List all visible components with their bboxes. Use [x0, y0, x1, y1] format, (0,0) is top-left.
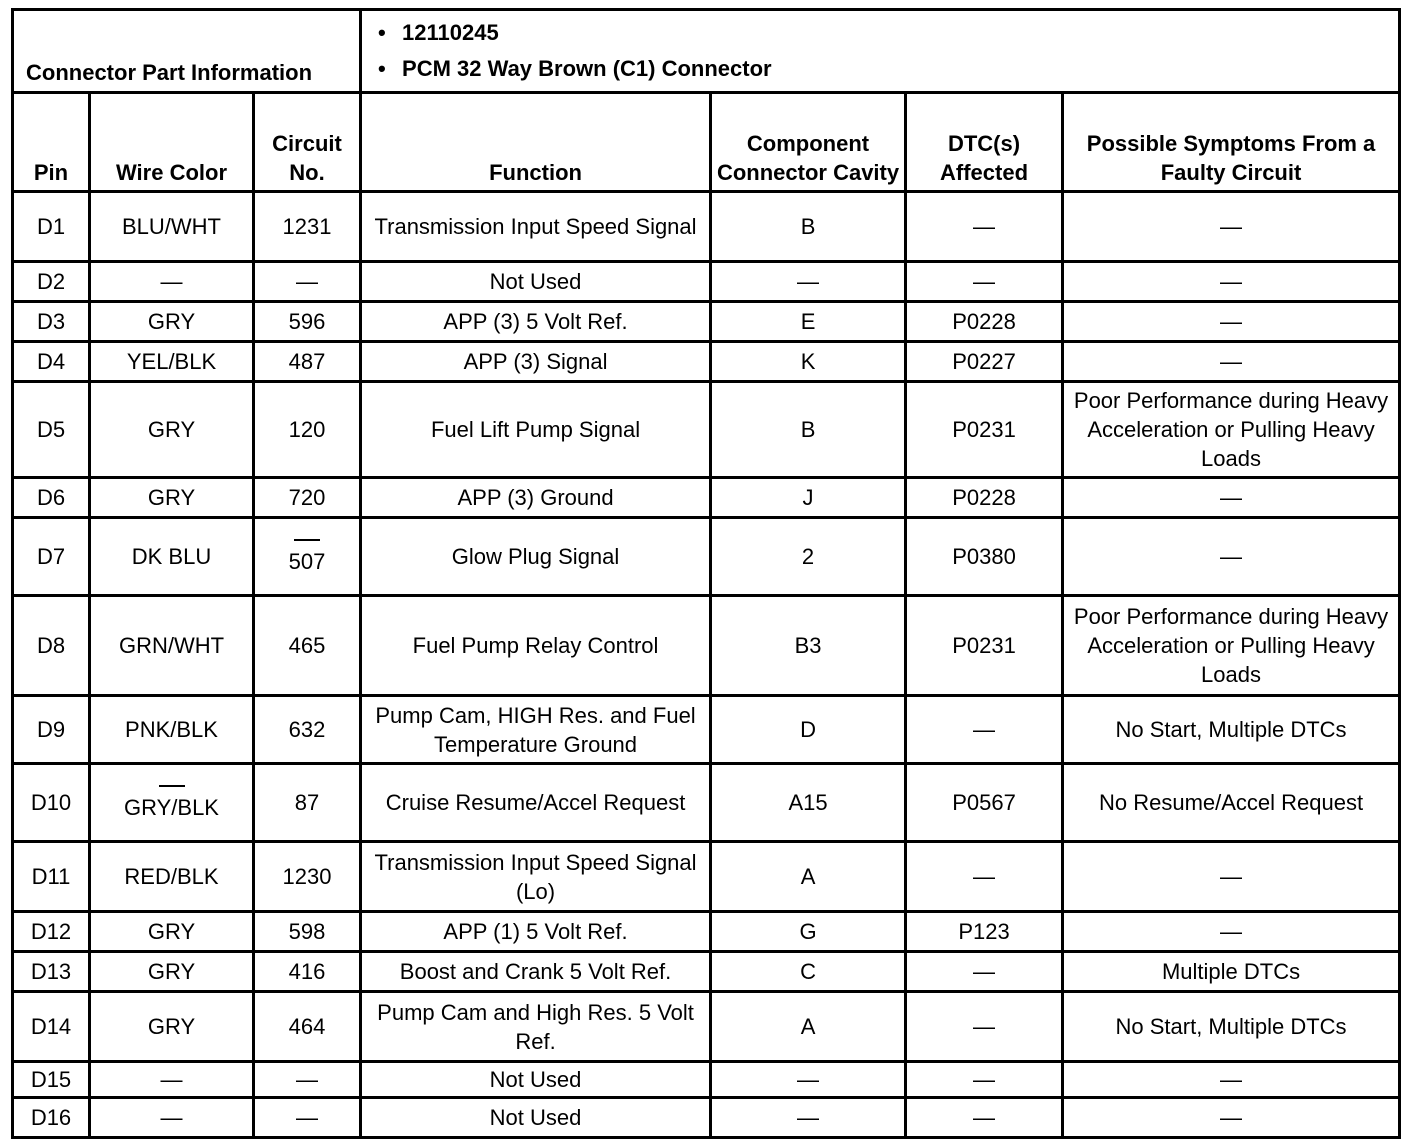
- cell-symptoms: No Resume/Accel Request: [1063, 764, 1400, 842]
- cell-cavity: A: [711, 992, 906, 1062]
- cell-circuit-no: —: [254, 262, 361, 302]
- cell-pin: D1: [13, 192, 90, 262]
- cell-cavity: B3: [711, 596, 906, 696]
- cell-dtc: —: [906, 696, 1063, 764]
- cell-cavity: C: [711, 952, 906, 992]
- cell-dtc: P0228: [906, 302, 1063, 342]
- cell-pin: D16: [13, 1098, 90, 1138]
- cell-wire-color: —: [90, 1098, 254, 1138]
- cell-dtc: —: [906, 1098, 1063, 1138]
- cell-dtc: P0228: [906, 478, 1063, 518]
- table-row: [13, 842, 1400, 912]
- cell-dtc: P0380: [906, 518, 1063, 596]
- connector-table-document: [11, 8, 1398, 1139]
- cell-circuit-no: 416: [254, 952, 361, 992]
- cell-wire-color: BLU/WHT: [90, 192, 254, 262]
- cell-pin: D13: [13, 952, 90, 992]
- cell-wire-color: YEL/BLK: [90, 342, 254, 382]
- cell-wire-color: GRY: [90, 952, 254, 992]
- cell-circuit-no: 487: [254, 342, 361, 382]
- cell-cavity: K: [711, 342, 906, 382]
- cell-symptoms: —: [1063, 192, 1400, 262]
- cell-wire-color: GRY: [90, 302, 254, 342]
- stray-dash-mark: [294, 539, 320, 541]
- cell-cavity: —: [711, 1098, 906, 1138]
- cell-pin: D11: [13, 842, 90, 912]
- cell-symptoms: No Start, Multiple DTCs: [1063, 992, 1400, 1062]
- cell-function: Transmission Input Speed Signal: [361, 192, 711, 262]
- table-row: [13, 912, 1400, 952]
- cell-function: Not Used: [361, 262, 711, 302]
- cell-circuit-no: 596: [254, 302, 361, 342]
- cell-circuit-no: 464: [254, 992, 361, 1062]
- cell-symptoms: —: [1063, 342, 1400, 382]
- table-row: [13, 764, 1400, 842]
- cell-circuit-no: —: [254, 1098, 361, 1138]
- cell-cavity: D: [711, 696, 906, 764]
- cell-dtc: —: [906, 192, 1063, 262]
- cell-symptoms: No Start, Multiple DTCs: [1063, 696, 1400, 764]
- cell-symptoms: Poor Performance during Heavy Acceleration or Pulling Heavy Loads: [1063, 382, 1400, 478]
- cell-cavity: —: [711, 262, 906, 302]
- cell-wire-color: GRY: [90, 992, 254, 1062]
- cell-function: Not Used: [361, 1062, 711, 1098]
- table-row: [13, 1098, 1400, 1138]
- cell-circuit-no: 507: [254, 518, 361, 596]
- cell-function: Fuel Pump Relay Control: [361, 596, 711, 696]
- cell-pin: D2: [13, 262, 90, 302]
- cell-circuit-no: 87: [254, 764, 361, 842]
- table-row: [13, 382, 1400, 478]
- cell-function: Pump Cam, HIGH Res. and Fuel Temperature Ground: [361, 696, 711, 764]
- cell-cavity: E: [711, 302, 906, 342]
- cell-pin: D7: [13, 518, 90, 596]
- cell-circuit-no: 465: [254, 596, 361, 696]
- cell-wire-color: DK BLU: [90, 518, 254, 596]
- cell-dtc: P0227: [906, 342, 1063, 382]
- table-row: [13, 596, 1400, 696]
- cell-wire-color: GRN/WHT: [90, 596, 254, 696]
- table-row: [13, 342, 1400, 382]
- cell-circuit-no: 598: [254, 912, 361, 952]
- header-pin: Pin: [13, 93, 90, 192]
- cell-cavity: J: [711, 478, 906, 518]
- cell-pin: D12: [13, 912, 90, 952]
- cell-pin: D15: [13, 1062, 90, 1098]
- cell-wire-color: GRY: [90, 478, 254, 518]
- cell-dtc: —: [906, 842, 1063, 912]
- stray-dash-mark: [159, 785, 185, 787]
- pin-rows: [13, 192, 1400, 1138]
- table-row: [13, 952, 1400, 992]
- cell-circuit-no: 632: [254, 696, 361, 764]
- connector-info-row: [13, 10, 1400, 93]
- cell-circuit-no: 120: [254, 382, 361, 478]
- cell-symptoms: —: [1063, 912, 1400, 952]
- cell-symptoms: Poor Performance during Heavy Acceleration or Pulling Heavy Loads: [1063, 596, 1400, 696]
- header-wire-color: Wire Color: [90, 93, 254, 192]
- table-row: [13, 1062, 1400, 1098]
- cell-function: Pump Cam and High Res. 5 Volt Ref.: [361, 992, 711, 1062]
- cell-pin: D3: [13, 302, 90, 342]
- cell-cavity: A: [711, 842, 906, 912]
- connector-part-number: • 12110245: [402, 15, 1388, 51]
- cell-wire-color: PNK/BLK: [90, 696, 254, 764]
- cell-symptoms: —: [1063, 478, 1400, 518]
- cell-function: APP (3) Ground: [361, 478, 711, 518]
- table-row: [13, 696, 1400, 764]
- cell-circuit-no: 1230: [254, 842, 361, 912]
- cell-pin: D4: [13, 342, 90, 382]
- header-circuit-no: Circuit No.: [254, 93, 361, 192]
- cell-function: APP (3) 5 Volt Ref.: [361, 302, 711, 342]
- header-possible-symptoms: Possible Symptoms From a Faulty Circuit: [1063, 93, 1400, 192]
- cell-dtc: P0231: [906, 596, 1063, 696]
- cell-function: APP (3) Signal: [361, 342, 711, 382]
- cell-circuit-no: 1231: [254, 192, 361, 262]
- cell-function: Boost and Crank 5 Volt Ref.: [361, 952, 711, 992]
- cell-function: Cruise Resume/Accel Request: [361, 764, 711, 842]
- table-row: [13, 302, 1400, 342]
- cell-function: APP (1) 5 Volt Ref.: [361, 912, 711, 952]
- cell-cavity: B: [711, 192, 906, 262]
- cell-wire-color: GRY/BLK: [90, 764, 254, 842]
- cell-function: Not Used: [361, 1098, 711, 1138]
- cell-function: Fuel Lift Pump Signal: [361, 382, 711, 478]
- cell-cavity: G: [711, 912, 906, 952]
- table-row: [13, 478, 1400, 518]
- cell-wire-color: RED/BLK: [90, 842, 254, 912]
- cell-dtc: P123: [906, 912, 1063, 952]
- header-dtc-affected: DTC(s) Affected: [906, 93, 1063, 192]
- cell-pin: D14: [13, 992, 90, 1062]
- table-row: [13, 262, 1400, 302]
- cell-dtc: —: [906, 992, 1063, 1062]
- header-component-connector-cavity: Component Connector Cavity: [711, 93, 906, 192]
- cell-symptoms: —: [1063, 1062, 1400, 1098]
- cell-function: Transmission Input Speed Signal (Lo): [361, 842, 711, 912]
- connector-info-table: [11, 8, 1401, 1139]
- connector-part-info-label: Connector Part Information: [13, 10, 361, 93]
- column-header-row: [13, 93, 1400, 192]
- cell-pin: D6: [13, 478, 90, 518]
- cell-symptoms: Multiple DTCs: [1063, 952, 1400, 992]
- cell-cavity: —: [711, 1062, 906, 1098]
- cell-wire-color: GRY: [90, 912, 254, 952]
- cell-wire-color: GRY: [90, 382, 254, 478]
- cell-cavity: 2: [711, 518, 906, 596]
- cell-symptoms: —: [1063, 518, 1400, 596]
- cell-dtc: P0231: [906, 382, 1063, 478]
- cell-pin: D8: [13, 596, 90, 696]
- cell-dtc: P0567: [906, 764, 1063, 842]
- cell-wire-color: —: [90, 1062, 254, 1098]
- table-row: [13, 192, 1400, 262]
- cell-cavity: A15: [711, 764, 906, 842]
- cell-symptoms: —: [1063, 262, 1400, 302]
- cell-pin: D9: [13, 696, 90, 764]
- cell-wire-color: —: [90, 262, 254, 302]
- cell-circuit-no: 720: [254, 478, 361, 518]
- cell-cavity: B: [711, 382, 906, 478]
- cell-symptoms: —: [1063, 842, 1400, 912]
- cell-dtc: —: [906, 262, 1063, 302]
- cell-dtc: —: [906, 1062, 1063, 1098]
- cell-circuit-no: —: [254, 1062, 361, 1098]
- cell-dtc: —: [906, 952, 1063, 992]
- cell-pin: D5: [13, 382, 90, 478]
- connector-description: • PCM 32 Way Brown (C1) Connector: [402, 51, 1388, 87]
- cell-symptoms: —: [1063, 1098, 1400, 1138]
- table-row: [13, 992, 1400, 1062]
- table-row: [13, 518, 1400, 596]
- connector-part-info-list: [361, 10, 1400, 93]
- cell-pin: D10: [13, 764, 90, 842]
- cell-symptoms: —: [1063, 302, 1400, 342]
- cell-function: Glow Plug Signal: [361, 518, 711, 596]
- header-function: Function: [361, 93, 711, 192]
